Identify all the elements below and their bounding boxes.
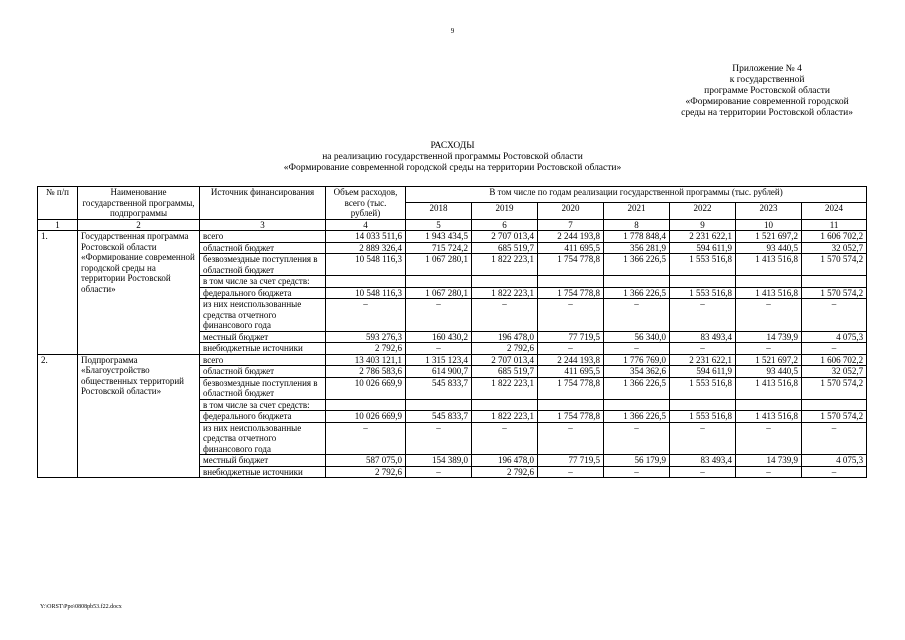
year-value: 93 440,5 xyxy=(736,242,802,254)
funding-source: из них неиспользованные средства отчетного финансового года xyxy=(200,422,326,455)
total-value: – xyxy=(326,422,406,455)
year-value: – xyxy=(538,466,604,478)
expenses-table xyxy=(37,186,867,478)
year-value: – xyxy=(406,422,472,455)
year-value: 2 231 622,1 xyxy=(670,354,736,366)
year-value xyxy=(802,399,867,411)
year-value xyxy=(670,399,736,411)
header-name: Наименование государственной программы, подпрограммы xyxy=(78,187,200,220)
header-num: № п/п xyxy=(38,187,78,220)
year-value: 411 695,5 xyxy=(538,242,604,254)
year-value: 1 366 226,5 xyxy=(604,254,670,276)
total-value: 10 026 669,9 xyxy=(326,411,406,423)
year-value: – xyxy=(604,343,670,355)
column-number-row xyxy=(38,219,867,231)
file-path-footer: Y:\ORST\Ppo\0808pb53.f22.docx xyxy=(40,604,122,610)
year-value: 1 521 697,2 xyxy=(736,231,802,243)
year-value xyxy=(604,276,670,288)
column-number: 5 xyxy=(406,219,472,231)
year-value: 1 570 574,2 xyxy=(802,254,867,276)
year-value xyxy=(472,276,538,288)
year-value xyxy=(472,399,538,411)
total-value xyxy=(326,399,406,411)
year-value xyxy=(538,399,604,411)
header-year: 2021 xyxy=(604,203,670,219)
year-value: 2 231 622,1 xyxy=(670,231,736,243)
year-value: 685 519,7 xyxy=(472,242,538,254)
year-value: 715 724,2 xyxy=(406,242,472,254)
table-row xyxy=(38,354,867,366)
year-value: 56 340,0 xyxy=(604,331,670,343)
year-value: 1 754 778,8 xyxy=(538,287,604,299)
year-value: 2 244 193,8 xyxy=(538,354,604,366)
column-number: 1 xyxy=(38,219,78,231)
year-value: – xyxy=(736,466,802,478)
year-value: 1 778 848,4 xyxy=(604,231,670,243)
funding-source: из них неиспользованные средства отчетного финансового года xyxy=(200,299,326,332)
program-name: Государственная программа Ростовской области «Формирование современной городской среды на территории Ростовской области» xyxy=(78,231,200,355)
column-number: 6 xyxy=(472,219,538,231)
year-value: – xyxy=(406,343,472,355)
year-value: 1 754 778,8 xyxy=(538,254,604,276)
funding-source: безвозмездные поступления в областной бюджет xyxy=(200,254,326,276)
funding-source: местный бюджет xyxy=(200,331,326,343)
year-value xyxy=(406,276,472,288)
funding-source: внебюджетные источники xyxy=(200,343,326,355)
title-line: на реализацию государственной программы Ростовской области xyxy=(322,152,583,162)
year-value: 1 366 226,5 xyxy=(604,377,670,399)
total-value: 14 033 511,6 xyxy=(326,231,406,243)
year-value: 1 822 223,1 xyxy=(472,377,538,399)
year-value: 160 430,2 xyxy=(406,331,472,343)
year-value: 594 611,9 xyxy=(670,366,736,378)
year-value: 4 075,3 xyxy=(802,455,867,467)
year-value: 56 179,9 xyxy=(604,455,670,467)
year-value: 1 754 778,8 xyxy=(538,411,604,423)
year-value: – xyxy=(670,343,736,355)
total-value: 2 792,6 xyxy=(326,466,406,478)
year-value: 1 553 516,8 xyxy=(670,411,736,423)
year-value: – xyxy=(538,299,604,332)
document-title xyxy=(0,141,905,174)
row-number: 1. xyxy=(38,231,78,355)
year-value: 77 719,5 xyxy=(538,455,604,467)
year-value: 1 776 769,0 xyxy=(604,354,670,366)
year-value: 1 606 702,2 xyxy=(802,354,867,366)
column-number: 7 xyxy=(538,219,604,231)
funding-source: в том числе за счет средств: xyxy=(200,276,326,288)
year-value: 1 943 434,5 xyxy=(406,231,472,243)
page-number: 9 xyxy=(450,27,455,35)
table-row xyxy=(38,231,867,243)
header-year: 2023 xyxy=(736,203,802,219)
header-year: 2018 xyxy=(406,203,472,219)
year-value xyxy=(538,276,604,288)
year-value xyxy=(802,276,867,288)
appendix-line: среды на территории Ростовской области» xyxy=(681,108,853,118)
header-year: 2022 xyxy=(670,203,736,219)
appendix-line: к государственной xyxy=(729,75,805,85)
column-number: 2 xyxy=(78,219,200,231)
year-value: – xyxy=(670,422,736,455)
year-value: 1 366 226,5 xyxy=(604,287,670,299)
year-value: 1 413 516,8 xyxy=(736,411,802,423)
year-value: 1 366 226,5 xyxy=(604,411,670,423)
total-value: 2 786 583,6 xyxy=(326,366,406,378)
year-value: 594 611,9 xyxy=(670,242,736,254)
year-value: 1 553 516,8 xyxy=(670,287,736,299)
column-number: 10 xyxy=(736,219,802,231)
appendix-block xyxy=(681,64,853,119)
total-value: 13 403 121,1 xyxy=(326,354,406,366)
total-value: 593 276,3 xyxy=(326,331,406,343)
year-value: 1 067 280,1 xyxy=(406,287,472,299)
year-value: 1 553 516,8 xyxy=(670,377,736,399)
funding-source: федерального бюджета xyxy=(200,411,326,423)
row-number: 2. xyxy=(38,354,78,478)
year-value: 1 754 778,8 xyxy=(538,377,604,399)
year-value: – xyxy=(736,299,802,332)
year-value xyxy=(604,399,670,411)
total-value: 10 548 116,3 xyxy=(326,254,406,276)
funding-source: федерального бюджета xyxy=(200,287,326,299)
year-value: 2 707 013,4 xyxy=(472,231,538,243)
year-value: 1 570 574,2 xyxy=(802,377,867,399)
total-value: 587 075,0 xyxy=(326,455,406,467)
year-value: – xyxy=(670,466,736,478)
total-value: 10 548 116,3 xyxy=(326,287,406,299)
year-value: 93 440,5 xyxy=(736,366,802,378)
year-value: – xyxy=(406,466,472,478)
funding-source: местный бюджет xyxy=(200,455,326,467)
header-year: 2019 xyxy=(472,203,538,219)
year-value: – xyxy=(670,299,736,332)
title-line: «Формирование современной городской среды на территории Ростовской области» xyxy=(283,163,622,173)
year-value: 4 075,3 xyxy=(802,331,867,343)
year-value: 14 739,9 xyxy=(736,331,802,343)
year-value: 1 413 516,8 xyxy=(736,254,802,276)
funding-source: областной бюджет xyxy=(200,242,326,254)
year-value: 1 822 223,1 xyxy=(472,254,538,276)
funding-source: областной бюджет xyxy=(200,366,326,378)
year-value: 32 052,7 xyxy=(802,366,867,378)
funding-source: всего xyxy=(200,354,326,366)
total-value: 2 889 326,4 xyxy=(326,242,406,254)
header-volume: Объем расходов, всего (тыс. рублей) xyxy=(326,187,406,220)
year-value: – xyxy=(802,422,867,455)
header-years-group: В том числе по годам реализации государственной программы (тыс. рублей) xyxy=(406,187,867,203)
year-value: 2 792,6 xyxy=(472,343,538,355)
year-value: – xyxy=(406,299,472,332)
total-value xyxy=(326,276,406,288)
total-value: 2 792,6 xyxy=(326,343,406,355)
appendix-line: программе Ростовской области xyxy=(704,86,830,96)
year-value: – xyxy=(604,299,670,332)
year-value: 1 553 516,8 xyxy=(670,254,736,276)
year-value: 2 792,6 xyxy=(472,466,538,478)
year-value: 614 900,7 xyxy=(406,366,472,378)
year-value: 354 362,6 xyxy=(604,366,670,378)
year-value: 1 822 223,1 xyxy=(472,287,538,299)
year-value xyxy=(406,399,472,411)
year-value: 545 833,7 xyxy=(406,411,472,423)
funding-source: всего xyxy=(200,231,326,243)
year-value: 1 521 697,2 xyxy=(736,354,802,366)
program-name: Подпрограмма «Благоустройство общественных территорий Ростовской области» xyxy=(78,354,200,478)
total-value: 10 026 669,9 xyxy=(326,377,406,399)
appendix-line: «Формирование современной городской xyxy=(685,97,849,107)
year-value: – xyxy=(736,343,802,355)
year-value: – xyxy=(604,466,670,478)
year-value: – xyxy=(802,343,867,355)
column-number: 11 xyxy=(802,219,867,231)
title-line: РАСХОДЫ xyxy=(430,141,475,151)
year-value: – xyxy=(604,422,670,455)
year-value: 411 695,5 xyxy=(538,366,604,378)
header-year: 2020 xyxy=(538,203,604,219)
year-value: – xyxy=(538,343,604,355)
year-value: 356 281,9 xyxy=(604,242,670,254)
year-value: 154 389,0 xyxy=(406,455,472,467)
year-value: 77 719,5 xyxy=(538,331,604,343)
year-value: 1 315 123,4 xyxy=(406,354,472,366)
year-value: 2 707 013,4 xyxy=(472,354,538,366)
column-number: 3 xyxy=(200,219,326,231)
appendix-line: Приложение № 4 xyxy=(732,64,802,74)
year-value: 1 570 574,2 xyxy=(802,411,867,423)
funding-source: в том числе за счет средств: xyxy=(200,399,326,411)
year-value: 1 570 574,2 xyxy=(802,287,867,299)
year-value: – xyxy=(802,466,867,478)
year-value xyxy=(736,276,802,288)
total-value: – xyxy=(326,299,406,332)
column-number: 4 xyxy=(326,219,406,231)
funding-source: безвозмездные поступления в областной бюджет xyxy=(200,377,326,399)
year-value: – xyxy=(802,299,867,332)
year-value: 14 739,9 xyxy=(736,455,802,467)
year-value: 1 606 702,2 xyxy=(802,231,867,243)
year-value: – xyxy=(472,299,538,332)
column-number: 8 xyxy=(604,219,670,231)
year-value: 196 478,0 xyxy=(472,331,538,343)
column-number: 9 xyxy=(670,219,736,231)
year-value: 1 822 223,1 xyxy=(472,411,538,423)
year-value: – xyxy=(538,422,604,455)
year-value xyxy=(670,276,736,288)
year-value: 83 493,4 xyxy=(670,331,736,343)
year-value: 545 833,7 xyxy=(406,377,472,399)
year-value: – xyxy=(472,422,538,455)
year-value: 1 413 516,8 xyxy=(736,377,802,399)
year-value: 1 413 516,8 xyxy=(736,287,802,299)
year-value: 1 067 280,1 xyxy=(406,254,472,276)
year-value: 685 519,7 xyxy=(472,366,538,378)
year-value: 83 493,4 xyxy=(670,455,736,467)
header-source: Источник финансирования xyxy=(200,187,326,220)
header-row xyxy=(38,187,867,203)
year-value: 196 478,0 xyxy=(472,455,538,467)
header-year: 2024 xyxy=(802,203,867,219)
year-value: 32 052,7 xyxy=(802,242,867,254)
year-value xyxy=(736,399,802,411)
funding-source: внебюджетные источники xyxy=(200,466,326,478)
year-value: – xyxy=(736,422,802,455)
year-value: 2 244 193,8 xyxy=(538,231,604,243)
